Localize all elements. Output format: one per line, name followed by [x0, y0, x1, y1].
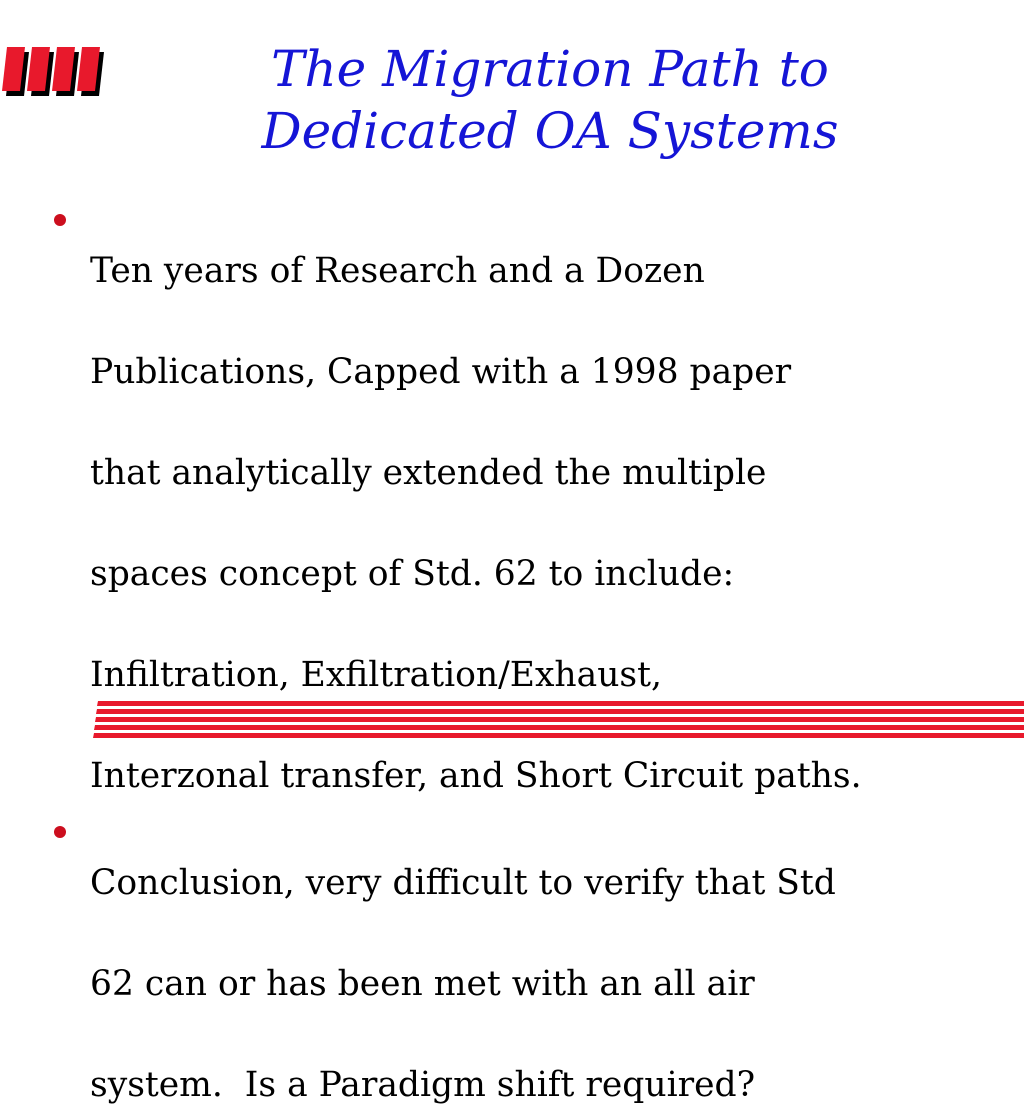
- bullet-dot-icon: [54, 826, 66, 838]
- bullet-line: 62 can or has been met with an all air: [90, 963, 755, 1004]
- bullet-line: that analytically extended the multiple: [90, 452, 767, 493]
- bullet-dot-icon: [54, 214, 66, 226]
- footer-stripe: [97, 701, 1024, 706]
- bullet-text: [90, 807, 992, 1110]
- bullet-line: system. Is a Paradigm shift required?: [90, 1064, 756, 1105]
- slide-logo-icon: [0, 45, 112, 97]
- bullet-line: Infiltration, Exfiltration/Exhaust,: [90, 654, 662, 695]
- footer-stripe: [96, 709, 1024, 714]
- footer-stripes: [92, 700, 1024, 740]
- bullet-line: spaces concept of Std. 62 to include:: [90, 553, 735, 594]
- footer-stripe: [94, 725, 1024, 730]
- bullet-list: [52, 195, 992, 1116]
- bullet-line: Ten years of Research and a Dozen: [90, 250, 705, 291]
- slide-title: [200, 38, 900, 162]
- footer-stripe: [95, 717, 1024, 722]
- footer-stripe: [93, 733, 1024, 738]
- bullet-line: Interzonal transfer, and Short Circuit paths.: [90, 755, 862, 796]
- slide-title-line-2: Dedicated OA Systems: [261, 102, 839, 160]
- bullet-line: Publications, Capped with a 1998 paper: [90, 351, 792, 392]
- bullet-item: [52, 807, 992, 1110]
- bullet-line: Conclusion, very difficult to verify that Std: [90, 862, 836, 903]
- slide-title-line-1: The Migration Path to: [271, 40, 829, 98]
